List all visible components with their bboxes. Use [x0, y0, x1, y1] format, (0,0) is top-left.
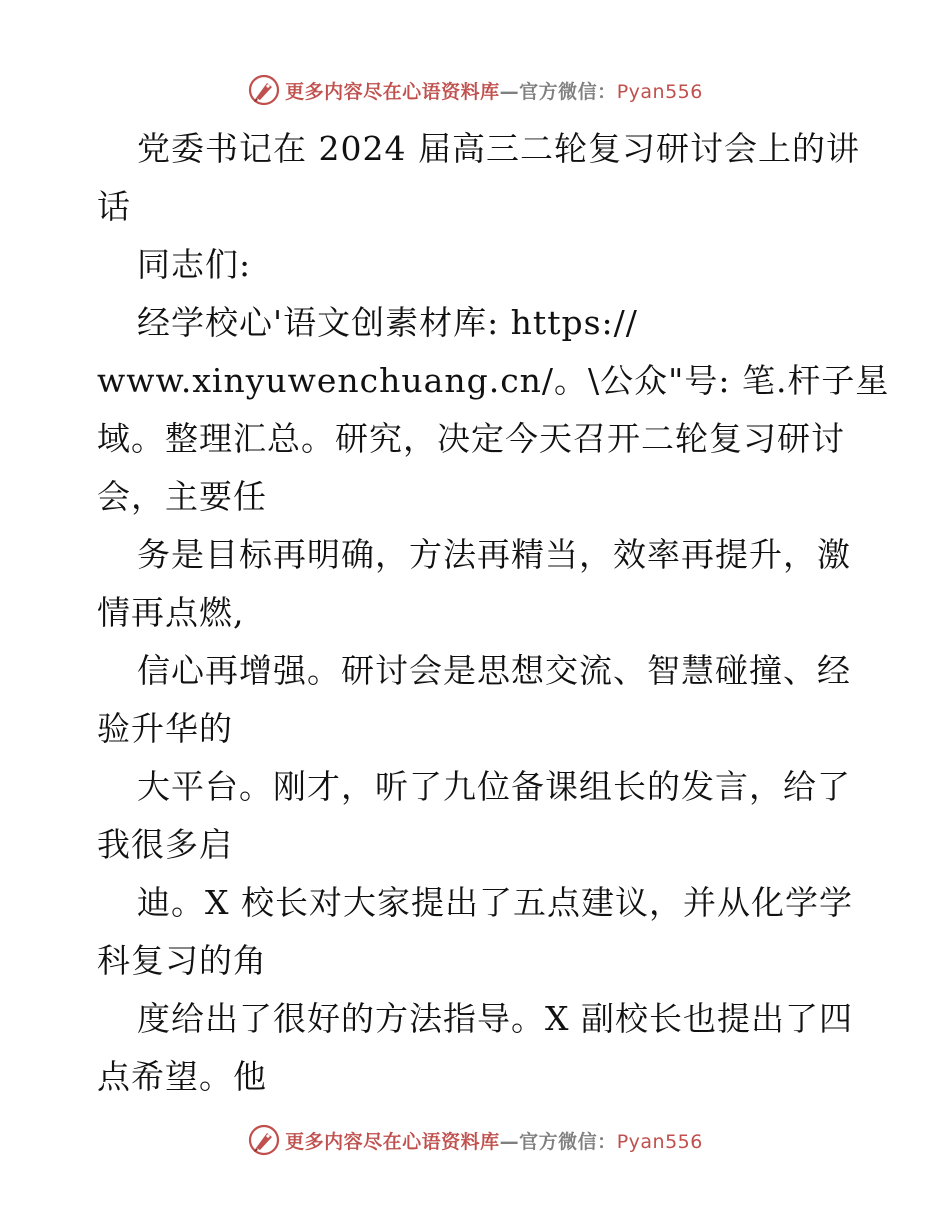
- header-banner: [0, 70, 950, 110]
- text-line: 验升华的: [97, 709, 233, 748]
- text-line: 经学校心'语文创素材库: https://: [137, 303, 638, 342]
- text-line: 话: [97, 187, 131, 226]
- banner-main-text: 更多内容尽在心语资料库: [285, 1130, 500, 1153]
- text-line: 信心再增强。研讨会是思想交流、智慧碰撞、经: [137, 651, 851, 690]
- text-line: 情再点燃,: [97, 593, 245, 632]
- banner-wechat-handle: Pyan556: [616, 80, 703, 103]
- banner-text: [285, 77, 703, 104]
- banner-wechat-handle: Pyan556: [616, 1130, 703, 1153]
- banner-wechat-label: 官方微信：: [519, 80, 617, 103]
- text-line: 迪。X 校长对大家提出了五点建议，并从化学学: [137, 883, 853, 922]
- document-body: [97, 120, 890, 1106]
- text-line: 度给出了很好的方法指导。X 副校长也提出了四: [137, 999, 853, 1038]
- text-line: 党委书记在 2024 届高三二轮复习研讨会上的讲: [137, 129, 860, 168]
- text-line: 会，主要任: [97, 477, 267, 516]
- text-line: 大平台。刚才，听了九位备课组长的发言，给了: [137, 767, 851, 806]
- text-line: 域。整理汇总。研究，决定今天召开二轮复习研讨: [97, 419, 845, 458]
- footer-banner: [0, 1120, 950, 1160]
- pen-nib-logo-icon: [247, 73, 281, 107]
- banner-text: [285, 1127, 703, 1154]
- banner-separator: —: [499, 1130, 520, 1153]
- text-line: 科复习的角: [97, 941, 267, 980]
- text-line: 务是目标再明确，方法再精当，效率再提升，激: [137, 535, 851, 574]
- banner-separator: —: [499, 80, 520, 103]
- banner-wechat-label: 官方微信：: [519, 1130, 617, 1153]
- text-line: 同志们:: [137, 245, 252, 284]
- text-line: 点希望。他: [97, 1057, 267, 1096]
- banner-main-text: 更多内容尽在心语资料库: [285, 80, 500, 103]
- text-line: 我很多启: [97, 825, 233, 864]
- text-line: www.xinyuwenchuang.cn/。\公众"号: 笔.杆子星: [97, 361, 890, 400]
- pen-nib-logo-icon: [247, 1123, 281, 1157]
